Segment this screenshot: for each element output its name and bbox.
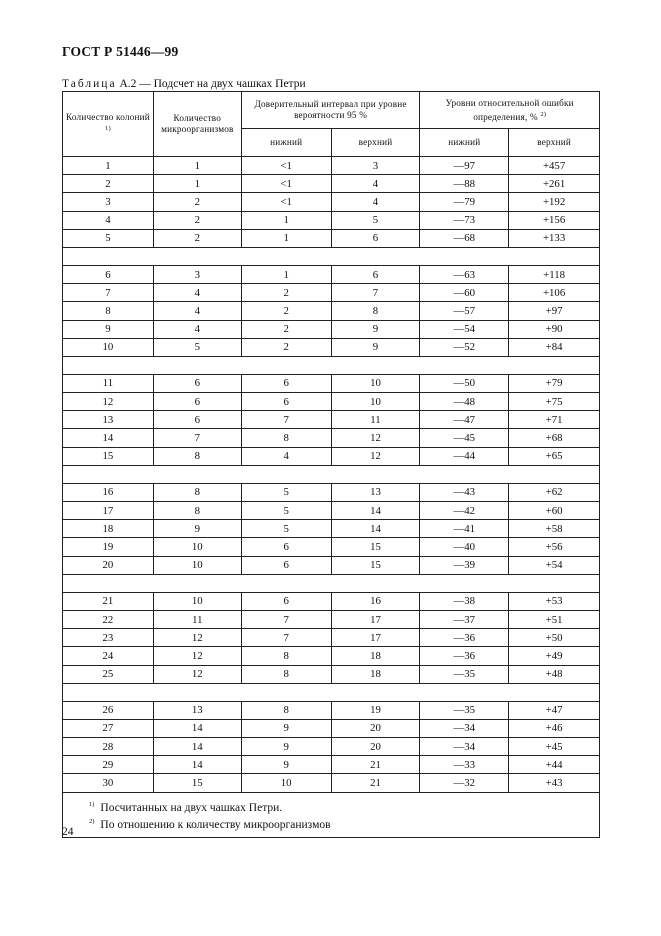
header-relative-error: Уровни относительной ошибки определения, % $^{2)}$ bbox=[420, 92, 600, 129]
cell-error-lower: —33 bbox=[420, 756, 509, 774]
cell-ci-lower: 5 bbox=[241, 502, 331, 520]
cell-ci-upper: 21 bbox=[331, 756, 420, 774]
table-row bbox=[63, 284, 600, 302]
cell-ci-upper: 15 bbox=[331, 538, 420, 556]
cell-error-lower: —79 bbox=[420, 193, 509, 211]
cell-microorganisms: 15 bbox=[153, 774, 241, 792]
cell-ci-upper: 4 bbox=[331, 193, 420, 211]
cell-colonies: 29 bbox=[63, 756, 154, 774]
cell-ci-lower: 2 bbox=[241, 284, 331, 302]
cell-microorganisms: 8 bbox=[153, 447, 241, 465]
cell-ci-lower: 1 bbox=[241, 229, 331, 247]
cell-ci-lower: 8 bbox=[241, 429, 331, 447]
footnote-1: $^{1)}$ Посчитанных на двух чашках Петри. bbox=[89, 800, 283, 814]
cell-error-upper: +53 bbox=[509, 592, 600, 610]
cell-ci-upper: 6 bbox=[331, 229, 420, 247]
cell-ci-lower: 7 bbox=[241, 610, 331, 628]
separator-cell bbox=[63, 356, 600, 374]
cell-error-upper: +106 bbox=[509, 284, 600, 302]
cell-error-lower: —38 bbox=[420, 592, 509, 610]
cell-error-upper: +75 bbox=[509, 393, 600, 411]
table-row bbox=[63, 610, 600, 628]
cell-error-upper: +62 bbox=[509, 483, 600, 501]
cell-error-upper: +47 bbox=[509, 701, 600, 719]
table-row bbox=[63, 701, 600, 719]
group-separator-row bbox=[63, 465, 600, 483]
cell-error-upper: +45 bbox=[509, 738, 600, 756]
cell-error-upper: +261 bbox=[509, 175, 600, 193]
cell-microorganisms: 12 bbox=[153, 629, 241, 647]
cell-ci-upper: 8 bbox=[331, 302, 420, 320]
table-caption bbox=[62, 78, 306, 90]
cell-colonies: 4 bbox=[63, 211, 154, 229]
cell-microorganisms: 4 bbox=[153, 302, 241, 320]
cell-microorganisms: 10 bbox=[153, 538, 241, 556]
cell-ci-upper: 10 bbox=[331, 393, 420, 411]
table-footnotes bbox=[63, 792, 600, 837]
cell-microorganisms: 2 bbox=[153, 229, 241, 247]
cell-ci-lower: 6 bbox=[241, 538, 331, 556]
cell-ci-upper: 9 bbox=[331, 320, 420, 338]
cell-ci-lower: 1 bbox=[241, 211, 331, 229]
cell-error-upper: +192 bbox=[509, 193, 600, 211]
cell-microorganisms: 6 bbox=[153, 374, 241, 392]
table-row bbox=[63, 483, 600, 501]
cell-microorganisms: 8 bbox=[153, 502, 241, 520]
header-error-lower: нижний bbox=[420, 129, 509, 157]
separator-cell bbox=[63, 465, 600, 483]
cell-microorganisms: 8 bbox=[153, 483, 241, 501]
cell-error-lower: —57 bbox=[420, 302, 509, 320]
cell-microorganisms: 14 bbox=[153, 719, 241, 737]
table-row bbox=[63, 629, 600, 647]
cell-colonies: 23 bbox=[63, 629, 154, 647]
cell-error-upper: +71 bbox=[509, 411, 600, 429]
table-row bbox=[63, 229, 600, 247]
document-header: ГОСТ Р 51446—99 bbox=[62, 44, 179, 59]
separator-cell bbox=[63, 574, 600, 592]
table-row bbox=[63, 429, 600, 447]
cell-error-lower: —35 bbox=[420, 701, 509, 719]
cell-ci-upper: 10 bbox=[331, 374, 420, 392]
cell-error-lower: —42 bbox=[420, 502, 509, 520]
cell-colonies: 8 bbox=[63, 302, 154, 320]
cell-colonies: 7 bbox=[63, 284, 154, 302]
cell-ci-upper: 20 bbox=[331, 738, 420, 756]
cell-error-upper: +65 bbox=[509, 447, 600, 465]
cell-ci-lower: 7 bbox=[241, 629, 331, 647]
cell-colonies: 12 bbox=[63, 393, 154, 411]
cell-error-lower: —48 bbox=[420, 393, 509, 411]
cell-microorganisms: 1 bbox=[153, 157, 241, 175]
cell-error-lower: —60 bbox=[420, 284, 509, 302]
header-colonies: Количество колоний $^{1)}$ bbox=[63, 92, 154, 157]
table-row bbox=[63, 647, 600, 665]
cell-microorganisms: 4 bbox=[153, 320, 241, 338]
cell-ci-lower: <1 bbox=[241, 157, 331, 175]
cell-ci-lower: 1 bbox=[241, 265, 331, 283]
cell-error-lower: —37 bbox=[420, 610, 509, 628]
table-row bbox=[63, 374, 600, 392]
cell-colonies: 13 bbox=[63, 411, 154, 429]
group-separator-row bbox=[63, 247, 600, 265]
cell-colonies: 5 bbox=[63, 229, 154, 247]
cell-error-lower: —34 bbox=[420, 738, 509, 756]
cell-microorganisms: 11 bbox=[153, 610, 241, 628]
cell-ci-lower: 6 bbox=[241, 556, 331, 574]
cell-error-lower: —50 bbox=[420, 374, 509, 392]
cell-error-lower: —41 bbox=[420, 520, 509, 538]
cell-error-lower: —43 bbox=[420, 483, 509, 501]
page-number: 24 bbox=[62, 826, 74, 838]
cell-ci-upper: 16 bbox=[331, 592, 420, 610]
cell-error-lower: —39 bbox=[420, 556, 509, 574]
cell-microorganisms: 4 bbox=[153, 284, 241, 302]
cell-error-lower: —73 bbox=[420, 211, 509, 229]
cell-error-upper: +50 bbox=[509, 629, 600, 647]
cell-ci-lower: 5 bbox=[241, 483, 331, 501]
cell-microorganisms: 9 bbox=[153, 520, 241, 538]
header-ci-lower: нижний bbox=[241, 129, 331, 157]
cell-ci-lower: 5 bbox=[241, 520, 331, 538]
cell-error-upper: +46 bbox=[509, 719, 600, 737]
footnote-ref-1: 1) bbox=[105, 124, 111, 132]
cell-ci-upper: 15 bbox=[331, 556, 420, 574]
cell-microorganisms: 7 bbox=[153, 429, 241, 447]
cell-colonies: 3 bbox=[63, 193, 154, 211]
cell-ci-upper: 3 bbox=[331, 157, 420, 175]
cell-error-upper: +56 bbox=[509, 538, 600, 556]
cell-error-upper: +44 bbox=[509, 756, 600, 774]
cell-microorganisms: 10 bbox=[153, 556, 241, 574]
cell-error-lower: —44 bbox=[420, 447, 509, 465]
cell-error-upper: +43 bbox=[509, 774, 600, 792]
cell-ci-upper: 17 bbox=[331, 610, 420, 628]
cell-error-lower: —35 bbox=[420, 665, 509, 683]
group-separator-row bbox=[63, 356, 600, 374]
table-row bbox=[63, 157, 600, 175]
cell-ci-upper: 4 bbox=[331, 175, 420, 193]
cell-error-upper: +51 bbox=[509, 610, 600, 628]
table-row bbox=[63, 175, 600, 193]
cell-error-lower: —68 bbox=[420, 229, 509, 247]
header-ci-upper: верхний bbox=[331, 129, 420, 157]
cell-ci-upper: 21 bbox=[331, 774, 420, 792]
table-row bbox=[63, 393, 600, 411]
cell-error-upper: +133 bbox=[509, 229, 600, 247]
cell-colonies: 2 bbox=[63, 175, 154, 193]
cell-microorganisms: 14 bbox=[153, 738, 241, 756]
cell-microorganisms: 14 bbox=[153, 756, 241, 774]
cell-ci-lower: 6 bbox=[241, 393, 331, 411]
cell-ci-lower: 9 bbox=[241, 719, 331, 737]
cell-microorganisms: 6 bbox=[153, 393, 241, 411]
cell-ci-lower: 7 bbox=[241, 411, 331, 429]
cell-colonies: 18 bbox=[63, 520, 154, 538]
cell-error-upper: +60 bbox=[509, 502, 600, 520]
cell-microorganisms: 6 bbox=[153, 411, 241, 429]
cell-colonies: 9 bbox=[63, 320, 154, 338]
table-row bbox=[63, 556, 600, 574]
cell-ci-upper: 18 bbox=[331, 647, 420, 665]
cell-colonies: 22 bbox=[63, 610, 154, 628]
table-row bbox=[63, 738, 600, 756]
cell-error-upper: +90 bbox=[509, 320, 600, 338]
cell-ci-lower: 2 bbox=[241, 302, 331, 320]
footnote-2: $^{2)}$ По отношению к количеству микроорганизмов bbox=[89, 817, 331, 831]
table-row bbox=[63, 447, 600, 465]
table-row bbox=[63, 538, 600, 556]
table-row bbox=[63, 719, 600, 737]
cell-colonies: 6 bbox=[63, 265, 154, 283]
table-row bbox=[63, 265, 600, 283]
petri-count-table bbox=[62, 91, 600, 838]
table-row bbox=[63, 302, 600, 320]
group-separator-row bbox=[63, 574, 600, 592]
cell-error-upper: +54 bbox=[509, 556, 600, 574]
cell-error-upper: +49 bbox=[509, 647, 600, 665]
cell-error-lower: —32 bbox=[420, 774, 509, 792]
cell-colonies: 26 bbox=[63, 701, 154, 719]
cell-microorganisms: 5 bbox=[153, 338, 241, 356]
cell-microorganisms: 13 bbox=[153, 701, 241, 719]
table-row bbox=[63, 193, 600, 211]
cell-error-upper: +79 bbox=[509, 374, 600, 392]
table-row bbox=[63, 520, 600, 538]
cell-microorganisms: 10 bbox=[153, 592, 241, 610]
cell-ci-lower: 8 bbox=[241, 665, 331, 683]
cell-error-upper: +457 bbox=[509, 157, 600, 175]
table-row bbox=[63, 411, 600, 429]
cell-error-lower: —88 bbox=[420, 175, 509, 193]
cell-error-lower: —36 bbox=[420, 629, 509, 647]
separator-cell bbox=[63, 683, 600, 701]
cell-ci-lower: 6 bbox=[241, 374, 331, 392]
cell-colonies: 16 bbox=[63, 483, 154, 501]
cell-colonies: 28 bbox=[63, 738, 154, 756]
cell-ci-lower: <1 bbox=[241, 175, 331, 193]
table-caption-prefix: Таблица bbox=[62, 78, 117, 90]
cell-microorganisms: 12 bbox=[153, 647, 241, 665]
cell-ci-upper: 14 bbox=[331, 502, 420, 520]
header-microorganisms: Количество микроорганизмов bbox=[153, 92, 241, 157]
cell-colonies: 1 bbox=[63, 157, 154, 175]
cell-ci-upper: 9 bbox=[331, 338, 420, 356]
header-error-upper: верхний bbox=[509, 129, 600, 157]
cell-colonies: 15 bbox=[63, 447, 154, 465]
cell-error-lower: —63 bbox=[420, 265, 509, 283]
table-row bbox=[63, 502, 600, 520]
cell-ci-upper: 7 bbox=[331, 284, 420, 302]
cell-microorganisms: 3 bbox=[153, 265, 241, 283]
cell-error-lower: —45 bbox=[420, 429, 509, 447]
cell-ci-upper: 6 bbox=[331, 265, 420, 283]
table-row bbox=[63, 665, 600, 683]
cell-colonies: 30 bbox=[63, 774, 154, 792]
cell-error-lower: —40 bbox=[420, 538, 509, 556]
cell-ci-lower: 9 bbox=[241, 738, 331, 756]
cell-error-upper: +48 bbox=[509, 665, 600, 683]
cell-ci-lower: 9 bbox=[241, 756, 331, 774]
header-confidence-interval: Доверительный интервал при уровне вероятности 95 % bbox=[241, 92, 420, 129]
table-row bbox=[63, 774, 600, 792]
cell-ci-upper: 12 bbox=[331, 447, 420, 465]
cell-microorganisms: 12 bbox=[153, 665, 241, 683]
cell-ci-upper: 5 bbox=[331, 211, 420, 229]
cell-ci-lower: 8 bbox=[241, 647, 331, 665]
cell-error-lower: —36 bbox=[420, 647, 509, 665]
footnote-ref-2: 2) bbox=[540, 110, 547, 118]
cell-ci-upper: 13 bbox=[331, 483, 420, 501]
cell-ci-lower: 2 bbox=[241, 338, 331, 356]
cell-colonies: 19 bbox=[63, 538, 154, 556]
table-row bbox=[63, 320, 600, 338]
cell-microorganisms: 2 bbox=[153, 193, 241, 211]
table-row bbox=[63, 756, 600, 774]
cell-error-upper: +58 bbox=[509, 520, 600, 538]
group-separator-row bbox=[63, 683, 600, 701]
table-row bbox=[63, 592, 600, 610]
cell-ci-lower: 6 bbox=[241, 592, 331, 610]
cell-ci-lower: 8 bbox=[241, 701, 331, 719]
cell-error-upper: +118 bbox=[509, 265, 600, 283]
cell-colonies: 27 bbox=[63, 719, 154, 737]
cell-error-lower: —47 bbox=[420, 411, 509, 429]
cell-error-upper: +97 bbox=[509, 302, 600, 320]
cell-error-lower: —34 bbox=[420, 719, 509, 737]
table-body bbox=[63, 157, 600, 793]
table-row bbox=[63, 211, 600, 229]
cell-ci-upper: 17 bbox=[331, 629, 420, 647]
cell-error-upper: +68 bbox=[509, 429, 600, 447]
cell-colonies: 11 bbox=[63, 374, 154, 392]
table-caption-text: А.2 — Подсчет на двух чашках Петри bbox=[119, 78, 306, 90]
cell-error-upper: +156 bbox=[509, 211, 600, 229]
cell-ci-upper: 14 bbox=[331, 520, 420, 538]
table-row bbox=[63, 338, 600, 356]
cell-ci-upper: 11 bbox=[331, 411, 420, 429]
cell-ci-upper: 20 bbox=[331, 719, 420, 737]
separator-cell bbox=[63, 247, 600, 265]
cell-ci-upper: 19 bbox=[331, 701, 420, 719]
cell-error-lower: —52 bbox=[420, 338, 509, 356]
cell-ci-upper: 18 bbox=[331, 665, 420, 683]
cell-ci-lower: 4 bbox=[241, 447, 331, 465]
cell-colonies: 14 bbox=[63, 429, 154, 447]
cell-ci-lower: 10 bbox=[241, 774, 331, 792]
cell-microorganisms: 2 bbox=[153, 211, 241, 229]
cell-error-lower: —54 bbox=[420, 320, 509, 338]
cell-colonies: 25 bbox=[63, 665, 154, 683]
cell-ci-lower: <1 bbox=[241, 193, 331, 211]
cell-colonies: 20 bbox=[63, 556, 154, 574]
cell-error-upper: +84 bbox=[509, 338, 600, 356]
cell-colonies: 24 bbox=[63, 647, 154, 665]
cell-error-lower: —97 bbox=[420, 157, 509, 175]
cell-ci-lower: 2 bbox=[241, 320, 331, 338]
cell-microorganisms: 1 bbox=[153, 175, 241, 193]
cell-colonies: 21 bbox=[63, 592, 154, 610]
cell-ci-upper: 12 bbox=[331, 429, 420, 447]
cell-colonies: 17 bbox=[63, 502, 154, 520]
cell-colonies: 10 bbox=[63, 338, 154, 356]
